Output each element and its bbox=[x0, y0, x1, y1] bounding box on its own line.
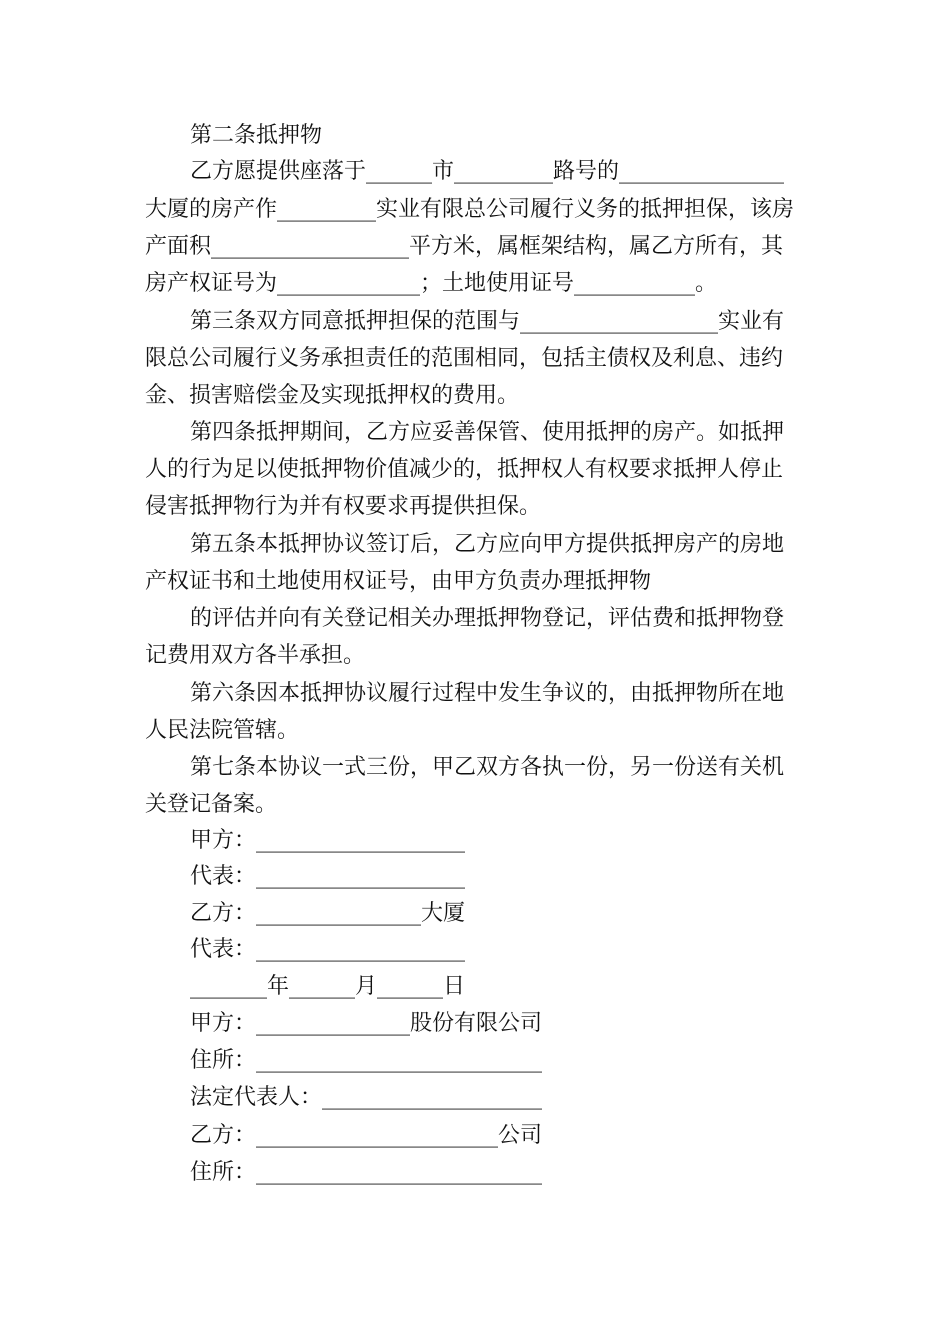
party-a-address: 住所：__________________________ bbox=[190, 1048, 543, 1073]
paragraph-line: 产面积__________________平方米，属框架结构，属乙方所有，其 bbox=[145, 234, 784, 259]
paragraph-line: 关登记备案。 bbox=[145, 792, 278, 817]
legal-representative: 法定代表人：____________________ bbox=[190, 1085, 543, 1110]
party-b-company: 乙方：______________________公司 bbox=[190, 1123, 543, 1148]
section-5-line: 第五条本抵押协议签订后，乙方应向甲方提供抵押房产的房地 bbox=[190, 532, 785, 557]
section-6-line: 第六条因本抵押协议履行过程中发生争议的，由抵押物所在地 bbox=[190, 681, 785, 706]
paragraph-line: 产权证书和土地使用权证号，由甲方负责办理抵押物 bbox=[145, 569, 652, 594]
paragraph-line: 乙方愿提供座落于______市_________路号的_______________ bbox=[190, 159, 785, 184]
signature-party-a: 甲方：___________________ bbox=[190, 828, 466, 853]
section-7-line: 第七条本协议一式三份，甲乙双方各执一份，另一份送有关机 bbox=[190, 755, 785, 780]
signature-rep-a: 代表：___________________ bbox=[190, 864, 466, 889]
paragraph-line: 限总公司履行义务承担责任的范围相同，包括主债权及利息、违约 bbox=[145, 346, 784, 371]
paragraph-line: 大厦的房产作_________实业有限总公司履行义务的抵押担保，该房 bbox=[145, 197, 795, 222]
paragraph-line: 人的行为足以使抵押物价值减少的，抵押权人有权要求抵押人停止 bbox=[145, 457, 784, 482]
paragraph-line: 人民法院管辖。 bbox=[145, 718, 300, 743]
signature-rep-b: 代表：___________________ bbox=[190, 937, 466, 962]
party-a-company: 甲方：______________股份有限公司 bbox=[190, 1011, 543, 1036]
party-b-address: 住所：__________________________ bbox=[190, 1160, 543, 1185]
paragraph-line: 侵害抵押物行为并有权要求再提供担保。 bbox=[145, 494, 542, 519]
paragraph-line: 记费用双方各半承担。 bbox=[145, 643, 366, 668]
paragraph-line: 金、损害赔偿金及实现抵押权的费用。 bbox=[145, 383, 520, 408]
section-heading-2: 第二条抵押物 bbox=[190, 123, 323, 148]
signature-date: _______年______月______日 bbox=[190, 974, 466, 999]
signature-party-b: 乙方：_______________大厦 bbox=[190, 901, 466, 926]
section-3-line: 第三条双方同意抵押担保的范围与__________________实业有 bbox=[190, 309, 785, 334]
paragraph-line: 的评估并向有关登记相关办理抵押物登记，评估费和抵押物登 bbox=[190, 606, 785, 631]
section-4-line: 第四条抵押期间，乙方应妥善保管、使用抵押的房产。如抵押 bbox=[190, 420, 785, 445]
paragraph-line: 房产权证号为_____________；土地使用证号___________。 bbox=[145, 271, 718, 296]
